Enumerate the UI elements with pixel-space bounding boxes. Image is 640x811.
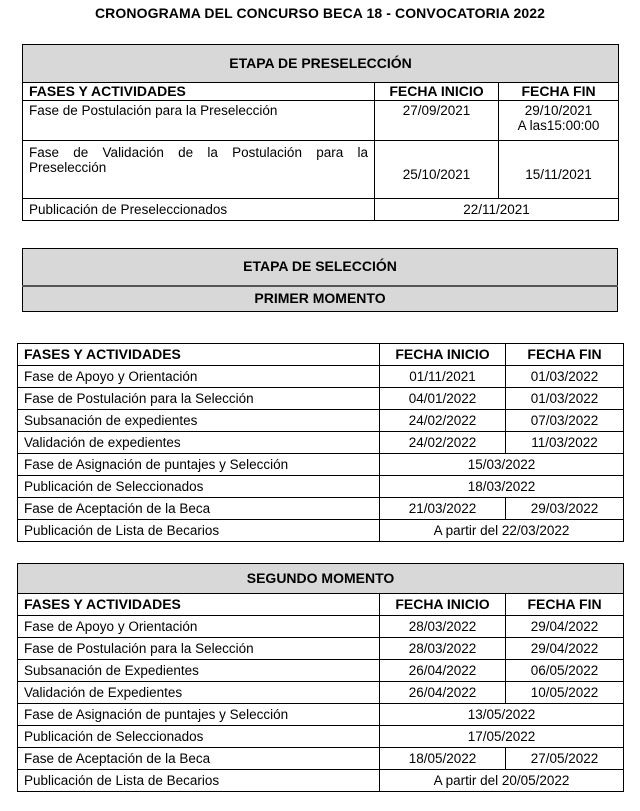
start-date-cell: 27/09/2021 [375, 101, 499, 141]
start-date-cell: 01/11/2021 [380, 366, 506, 388]
start-date-cell: 04/01/2022 [380, 388, 506, 410]
activity-cell: Fase de Postulación para la Selección [18, 388, 380, 410]
activity-cell: Fase de Validación de la Postulación para la Preselección [23, 141, 375, 199]
table-row [18, 520, 624, 542]
table-row [18, 748, 624, 770]
end-date-cell: 29/04/2022 [506, 616, 624, 638]
end-date-header: FECHA FIN [499, 83, 619, 101]
activity-cell: Validación de Expedientes [18, 682, 380, 704]
first-moment-table [17, 343, 624, 542]
end-date-cell [499, 101, 619, 141]
end-date-header: FECHA FIN [506, 344, 624, 366]
activity-cell: Publicación de Preseleccionados [23, 199, 375, 221]
table-row [18, 726, 624, 748]
table-row [18, 704, 624, 726]
activity-cell: Fase de Postulación para la Selección [18, 638, 380, 660]
end-date-cell: 10/05/2022 [506, 682, 624, 704]
end-date-cell: 29/04/2022 [506, 638, 624, 660]
start-date-cell: 26/04/2022 [380, 682, 506, 704]
start-date-cell: 28/03/2022 [380, 616, 506, 638]
document-title: CRONOGRAMA DEL CONCURSO BECA 18 - CONVOCATORIA 2022 [94, 5, 546, 21]
activities-header: FASES Y ACTIVIDADES [18, 594, 380, 616]
activity-cell: Fase de Aceptación de la Beca [18, 498, 380, 520]
activity-cell: Subsanación de Expedientes [18, 660, 380, 682]
end-date-cell: 27/05/2022 [506, 748, 624, 770]
activities-header: FASES Y ACTIVIDADES [23, 83, 375, 101]
date-cell: A partir del 20/05/2022 [380, 770, 624, 792]
date-cell: A partir del 22/03/2022 [380, 520, 624, 542]
activity-cell: Publicación de Seleccionados [18, 726, 380, 748]
preselection-stage-title: ETAPA DE PRESELECCIÓN [23, 45, 619, 83]
start-date-cell: 28/03/2022 [380, 638, 506, 660]
preselection-table [22, 44, 619, 221]
table-row [18, 770, 624, 792]
activity-cell: Fase de Asignación de puntajes y Selección [18, 454, 380, 476]
activity-cell: Publicación de Seleccionados [18, 476, 380, 498]
start-date-cell: 24/02/2022 [380, 410, 506, 432]
start-date-cell: 26/04/2022 [380, 660, 506, 682]
activity-cell: Publicación de Lista de Becarios [18, 770, 380, 792]
date-cell: 22/11/2021 [375, 199, 619, 221]
end-date-note: A las15:00:00 [517, 118, 600, 133]
end-date-cell: 29/03/2022 [506, 498, 624, 520]
table-row [18, 388, 624, 410]
start-date-header: FECHA INICIO [380, 594, 506, 616]
end-date-cell: 11/03/2022 [506, 432, 624, 454]
table-row [18, 498, 624, 520]
start-date-cell: 24/02/2022 [380, 432, 506, 454]
second-moment-title: SEGUNDO MOMENTO [18, 564, 624, 594]
first-moment-title: PRIMER MOMENTO [23, 286, 618, 312]
table-row [18, 616, 624, 638]
table-row [23, 101, 619, 141]
activity-cell: Fase de Apoyo y Orientación [18, 366, 380, 388]
selection-stage-title: ETAPA DE SELECCIÓN [23, 249, 618, 286]
table-row [18, 638, 624, 660]
second-moment-table [17, 563, 624, 792]
table-row [18, 410, 624, 432]
activity-cell: Publicación de Lista de Becarios [18, 520, 380, 542]
date-cell: 13/05/2022 [380, 704, 624, 726]
table-row [18, 660, 624, 682]
table-row [23, 141, 619, 199]
table-row [18, 432, 624, 454]
end-date-cell: 06/05/2022 [506, 660, 624, 682]
activity-cell: Fase de Asignación de puntajes y Selección [18, 704, 380, 726]
selection-stage-header [22, 248, 618, 312]
end-date-value: 29/10/2021 [524, 103, 593, 118]
table-row [23, 199, 619, 221]
end-date-cell: 07/03/2022 [506, 410, 624, 432]
date-cell: 18/03/2022 [380, 476, 624, 498]
activity-cell: Fase de Postulación para la Preselección [23, 101, 375, 141]
end-date-header: FECHA FIN [506, 594, 624, 616]
table-row [18, 454, 624, 476]
table-row [18, 682, 624, 704]
start-date-cell: 25/10/2021 [375, 141, 499, 199]
activity-cell: Fase de Apoyo y Orientación [18, 616, 380, 638]
activity-cell: Validación de expedientes [18, 432, 380, 454]
activity-cell: Subsanación de expedientes [18, 410, 380, 432]
start-date-cell: 21/03/2022 [380, 498, 506, 520]
table-row [18, 476, 624, 498]
start-date-header: FECHA INICIO [380, 344, 506, 366]
end-date-cell: 01/03/2022 [506, 388, 624, 410]
activity-cell: Fase de Aceptación de la Beca [18, 748, 380, 770]
table-row [18, 366, 624, 388]
end-date-cell: 15/11/2021 [499, 141, 619, 199]
start-date-header: FECHA INICIO [375, 83, 499, 101]
date-cell: 15/03/2022 [380, 454, 624, 476]
start-date-cell: 18/05/2022 [380, 748, 506, 770]
activities-header: FASES Y ACTIVIDADES [18, 344, 380, 366]
end-date-cell: 01/03/2022 [506, 366, 624, 388]
date-cell: 17/05/2022 [380, 726, 624, 748]
